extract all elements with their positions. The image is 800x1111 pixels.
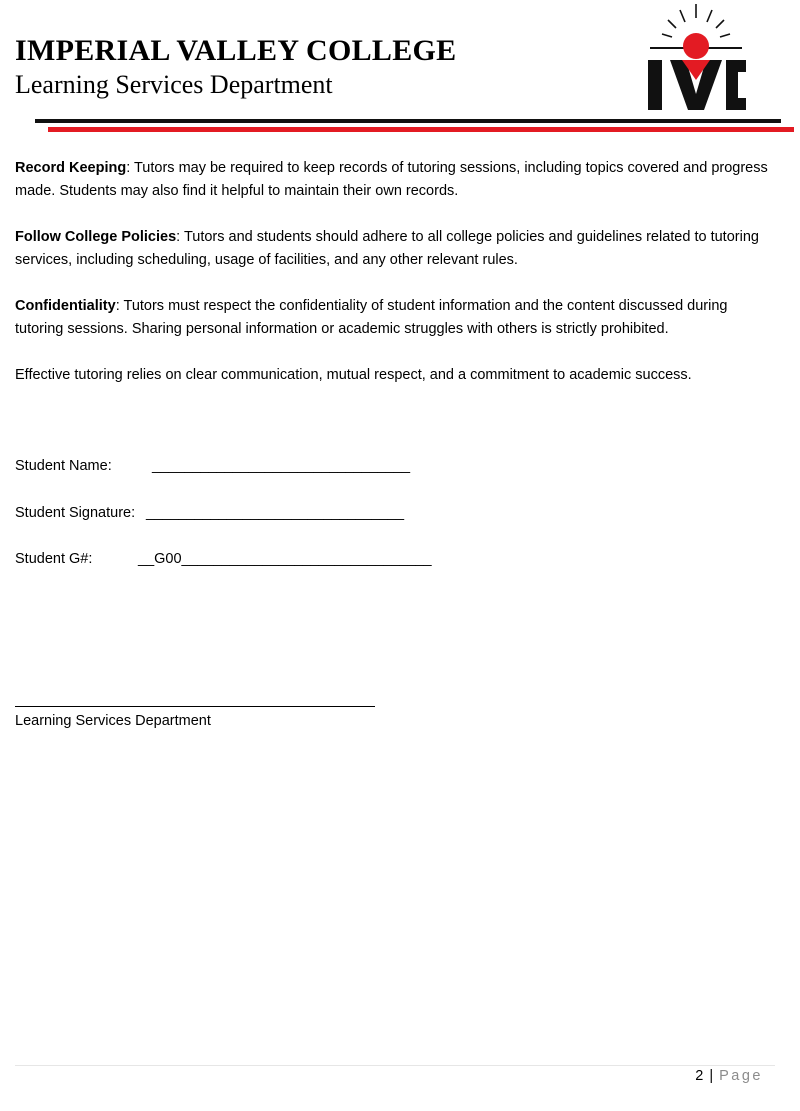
college-name: IMPERIAL VALLEY COLLEGE (15, 34, 457, 67)
paragraph-heading: Record Keeping (15, 160, 127, 176)
student-g-row (15, 551, 432, 567)
department-signature-line[interactable] (15, 688, 375, 707)
department-name: Learning Services Department (15, 70, 333, 99)
footer-rule (15, 1065, 775, 1066)
page-footer (695, 1068, 763, 1084)
page-label: Page (719, 1068, 763, 1084)
student-name-label: Student Name: (15, 458, 112, 474)
paragraph-record-keeping (15, 157, 775, 203)
footer-separator: | (709, 1068, 714, 1084)
student-g-field[interactable]: __G00_______________________________ (138, 551, 432, 567)
paragraph-closing (15, 364, 775, 387)
student-name-field[interactable]: ________________________________ (152, 458, 411, 474)
student-signature-row (15, 505, 405, 521)
header-rule-black (35, 119, 781, 123)
department-signature-block (15, 688, 375, 729)
paragraph-text: : Tutors must respect the confidentiality of student information and the content discussed during tutoring sessions. Sharing personal information or academic struggles with others is strictly prohibited. (15, 298, 728, 337)
paragraph-confidentiality (15, 295, 775, 341)
student-signature-field[interactable]: ________________________________ (146, 505, 405, 521)
document-body (15, 157, 775, 410)
paragraph-text: : Tutors may be required to keep records of tutoring sessions, including topics covered and progress made. Students may also find it helpful to maintain their own records. (15, 160, 768, 199)
page-number: 2 (695, 1068, 704, 1084)
header-rule-red (48, 127, 794, 132)
student-signature-label: Student Signature: (15, 505, 136, 521)
paragraph-text: : Tutors and students should adhere to all college policies and guidelines related to tutoring services, including scheduling, usage of facilities, and any other relevant rules. (15, 229, 759, 268)
student-g-label: Student G#: (15, 551, 93, 567)
department-signature-label: Learning Services Department (15, 713, 211, 729)
student-name-row (15, 458, 411, 474)
paragraph-text: Effective tutoring relies on clear communication, mutual respect, and a commitment to academic success. (15, 367, 692, 383)
paragraph-heading: Follow College Policies (15, 229, 177, 245)
paragraph-college-policies (15, 226, 775, 272)
paragraph-heading: Confidentiality (15, 298, 116, 314)
ivc-logo-icon (640, 2, 752, 114)
